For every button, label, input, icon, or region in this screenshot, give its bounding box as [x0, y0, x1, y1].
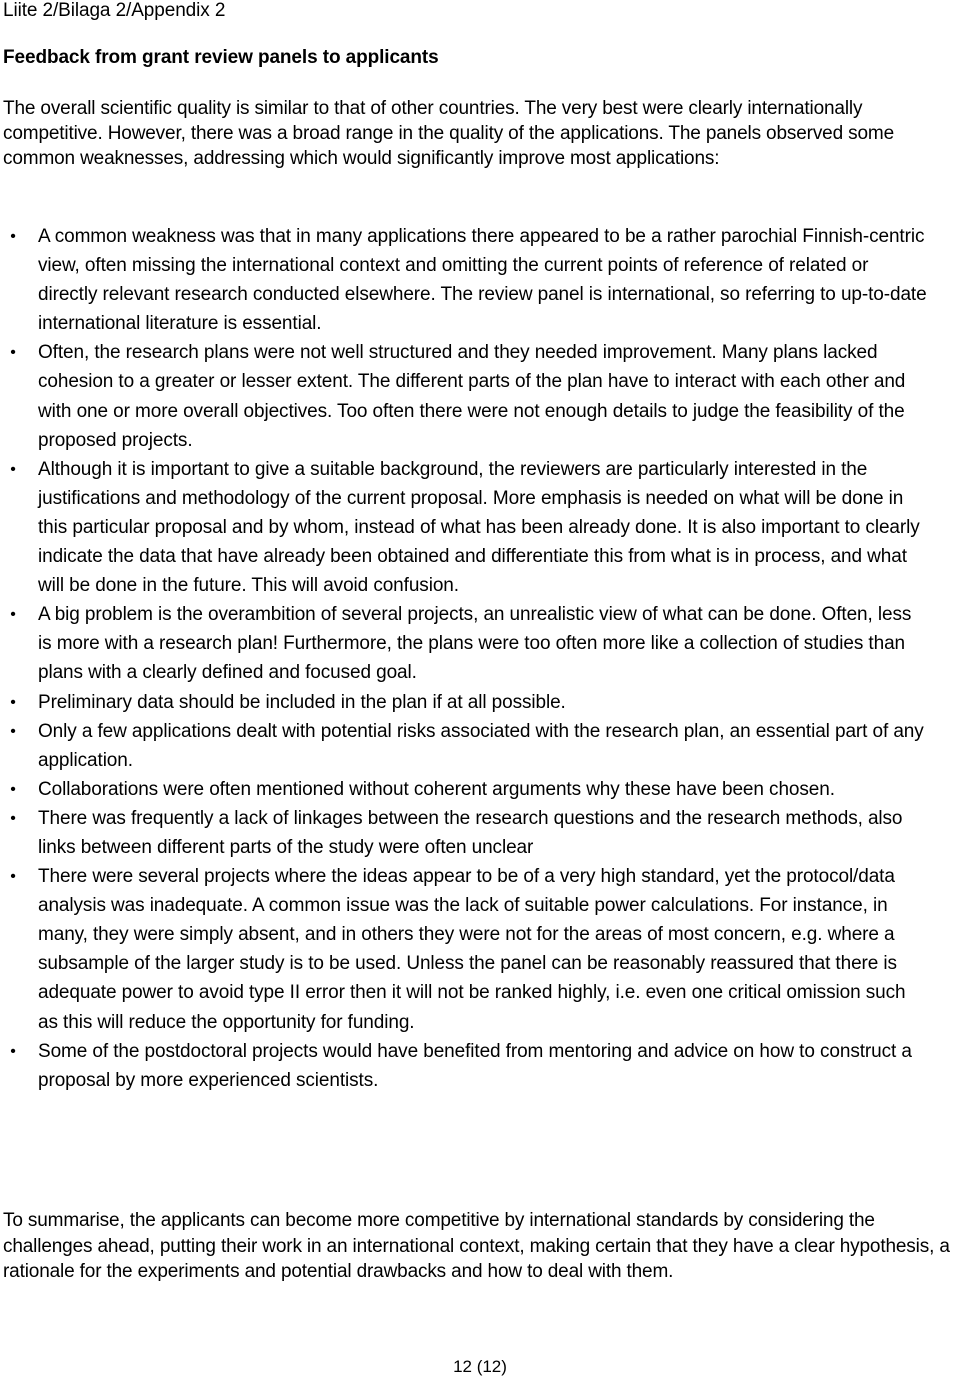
- list-item: [0, 600, 928, 687]
- list-item-text: Collaborations were often mentioned without coherent arguments why these have been chosen.: [38, 778, 835, 800]
- bullet-icon: •: [10, 722, 16, 740]
- list-item-text: Some of the postdoctoral projects would have benefited from mentoring and advice on how to construct a proposal by more experienced scientists.: [38, 1040, 912, 1091]
- list-item-text: There were several projects where the ideas appear to be of a very high standard, yet the protocol/data analysis was inadequate. A common issue was the lack of suitable power calculations. For instance, in many, they were simply absent, and in others they were not for the areas of most concern, e.g. where a subsample of the larger study is to be used. Unless the panel can be reasonably reassured that there is adequate power to avoid type II error then it will not be ranked highly, i.e. even one critical omission such as this will reduce the opportunity for funding.: [38, 866, 906, 1033]
- list-item-text: Only a few applications dealt with potential risks associated with the research plan, an essential part of any application.: [38, 720, 924, 771]
- list-item-text: Although it is important to give a suitable background, the reviewers are particularly interested in the justifications and methodology of the current proposal. More emphasis is needed on what will be done in this particular proposal and by whom, instead of what has been already done. It is also important to clearly indicate the data that have already been obtained and differentiate this from what is in process, and what will be done in the future. This will avoid confusion.: [38, 458, 920, 597]
- list-item: [0, 775, 928, 804]
- list-item: [0, 455, 928, 600]
- list-item: [0, 338, 928, 454]
- list-item: [0, 804, 928, 862]
- document-title: Feedback from grant review panels to applicants: [3, 47, 439, 68]
- summary-paragraph: To summarise, the applicants can become more competitive by international standards by considering the challenges ahead, putting their work in an international context, making certain that they have a clear hypothesis, a rationale for the experiments and potential drawbacks and how to deal with them.: [3, 1210, 950, 1282]
- list-item-text: Often, the research plans were not well structured and they needed improvement. Many plans lacked cohesion to a greater or lesser extent. The different parts of the plan have to interact with each other and with one or more overall objectives. Too often there were not enough details to judge the feasibility of the proposed projects.: [38, 342, 906, 451]
- appendix-label: Liite 2/Bilaga 2/Appendix 2: [3, 0, 226, 21]
- list-item-text: A common weakness was that in many applications there appeared to be a rather parochial Finnish-centric view, often missing the international context and omitting the current points of reference of related or directly relevant research conducted elsewhere. The review panel is international, so referring to up-to-date international literature is essential.: [38, 226, 927, 335]
- list-item-text: There was frequently a lack of linkages between the research questions and the research methods, also links between different parts of the study were often unclear: [38, 807, 903, 858]
- list-item-text: Preliminary data should be included in the plan if at all possible.: [38, 691, 566, 713]
- weakness-list: [0, 222, 960, 1095]
- bullet-icon: •: [10, 693, 16, 711]
- bullet-icon: •: [10, 344, 16, 362]
- bullet-icon: •: [10, 868, 16, 886]
- bullet-icon: •: [10, 460, 16, 478]
- intro-paragraph: The overall scientific quality is similar to that of other countries. The very best were clearly internationally competitive. However, there was a broad range in the quality of the applications. The panels observed some common weaknesses, addressing which would significantly improve most applications:: [3, 98, 894, 169]
- bullet-icon: •: [10, 606, 16, 624]
- list-item: [0, 862, 928, 1037]
- bullet-icon: •: [10, 780, 16, 798]
- list-item-text: A big problem is the overambition of several projects, an unrealistic view of what can be done. Often, less is more with a research plan! Furthermore, the plans were too often more like a collection of studies than plans with a clearly defined and focused goal.: [38, 604, 912, 684]
- list-item: [0, 222, 928, 338]
- list-item: [0, 717, 928, 775]
- list-item: [0, 688, 928, 717]
- page-number: 12 (12): [453, 1357, 507, 1376]
- list-item: [0, 1037, 928, 1095]
- bullet-icon: •: [10, 809, 16, 827]
- bullet-icon: •: [10, 1042, 16, 1060]
- bullet-icon: •: [10, 228, 16, 245]
